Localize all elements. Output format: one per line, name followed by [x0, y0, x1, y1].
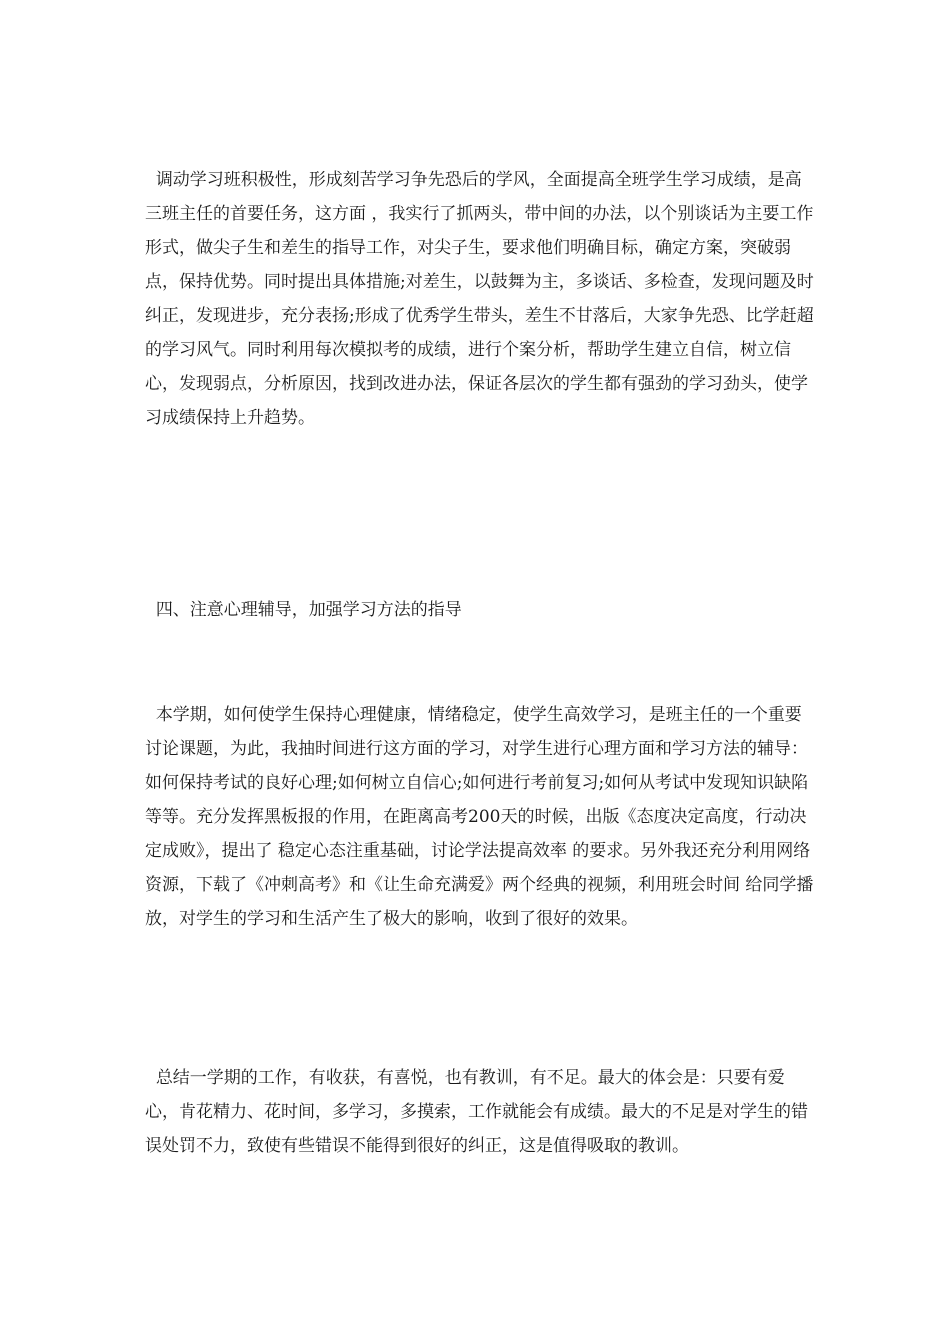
section-heading-psychological-guidance: 四、注意心理辅导，加强学习方法的指导 — [145, 600, 462, 620]
paragraph-psychological-counseling: 本学期，如何使学生保持心理健康，情绪稳定，使学生高效学习，是班主任的一个重要讨论课题，为此，我抽时间进行这方面的学习，对学生进行心理方面和学习方法的辅导：如何保持考试的良好心理;如何树立自信心;如何进行考前复习;如何从考试中发现知识缺陷等等。充分发挥黑板报的作用，在距离高考200天的时候，出版《态度决定高度，行动决定成败》，提出了 稳定心态注重基础，讨论学法提高效率 的要求。另外我还充分利用网络资源，下载了《冲刺高考》和《让生命充满爱》两个经典的视频，利用班会时间 给同学播放，对学生的学习和生活产生了极大的影响，收到了很好的效果。 — [145, 705, 814, 929]
paragraph-class-motivation: 调动学习班积极性，形成刻苦学习争先恐后的学风，全面提高全班学生学习成绩，是高三班主任的首要任务，这方面 ，我实行了抓两头，带中间的办法，以个别谈话为主要工作形式，做尖子生和差生的指导工作，对尖子生，要求他们明确目标，确定方案，突破弱点，保持优势。同时提出具体措施;对差生，以鼓舞为主，多谈话、多检查，发现问题及时纠正，发现进步，充分表扬;形成了优秀学生带头，差生不甘落后，大家争先恐、比学赶超的学习风气。同时利用每次模拟考的成绩，进行个案分析，帮助学生建立自信，树立信心，发现弱点，分析原因，找到改进办法，保证各层次的学生都有强劲的学习劲头，使学习成绩保持上升趋势。 — [145, 170, 814, 428]
paragraph-semester-summary: 总结一学期的工作，有收获，有喜悦，也有教训，有不足。最大的体会是：只要有爱心，肯花精力、花时间，多学习，多摸索，工作就能会有成绩。最大的不足是对学生的错误处罚不力，致使有些错误不能得到很好的纠正，这是值得吸取的教训。 — [145, 1068, 808, 1156]
